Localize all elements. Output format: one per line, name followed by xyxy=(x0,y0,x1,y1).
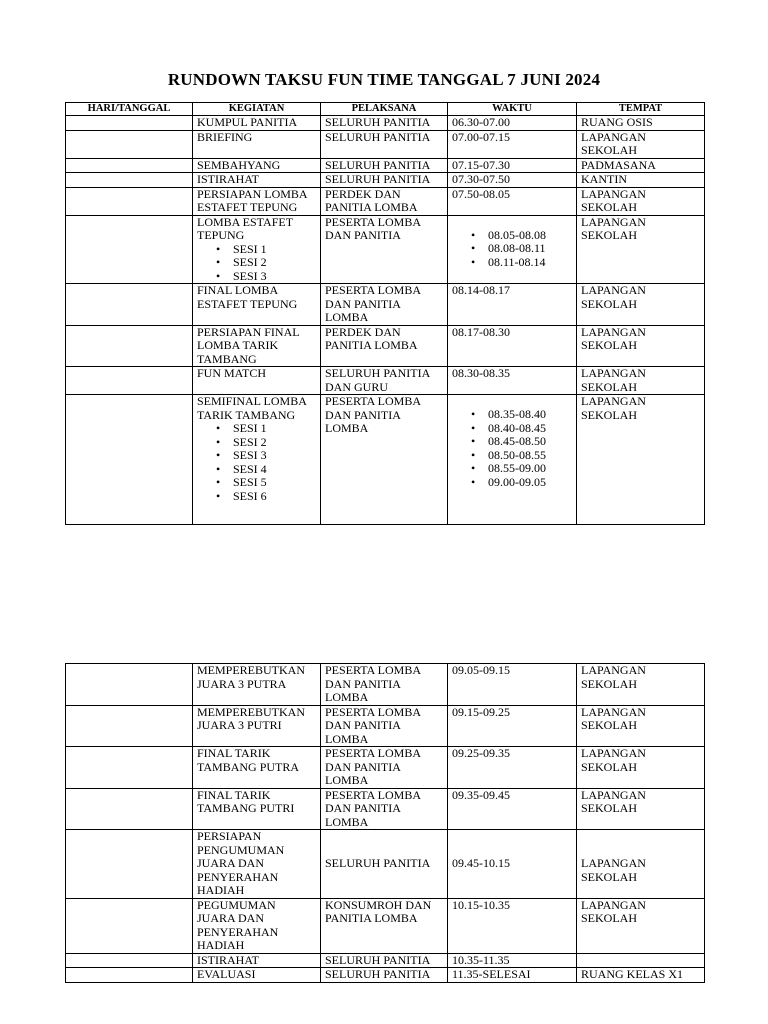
cell-tempat: LAPANGAN SEKOLAH xyxy=(577,664,705,706)
cell-hari xyxy=(66,968,193,983)
table-row xyxy=(66,367,705,395)
cell-tempat: LAPANGAN SEKOLAH xyxy=(577,788,705,830)
cell-hari xyxy=(66,215,193,284)
time-item: • 08.40-08.45 xyxy=(452,422,572,436)
cell-waktu: 08.30-08.35 xyxy=(448,367,577,395)
cell-tempat: RUANG OSIS xyxy=(577,116,705,131)
cell-tempat xyxy=(577,953,705,968)
cell-hari xyxy=(66,284,193,326)
cell-hari xyxy=(66,664,193,706)
header-pelaksana: PELAKSANA xyxy=(321,103,448,116)
cell-waktu: 09.35-09.45 xyxy=(448,788,577,830)
table-row xyxy=(66,898,705,953)
table-row xyxy=(66,215,705,284)
time-item: • 08.55-09.00 xyxy=(452,462,572,476)
cell-waktu: 10.35-11.35 xyxy=(448,953,577,968)
table-row xyxy=(66,953,705,968)
cell-hari xyxy=(66,830,193,899)
header-hari-tanggal: HARI/TANGGAL xyxy=(66,103,193,116)
table-row xyxy=(66,284,705,326)
cell-kegiatan: ISTIRAHAT xyxy=(193,953,321,968)
cell-waktu xyxy=(448,215,577,284)
cell-pelaksana: SELURUH PANITIA xyxy=(321,116,448,131)
cell-tempat: LAPANGAN SEKOLAH xyxy=(577,284,705,326)
time-item: • 08.35-08.40 xyxy=(452,408,572,422)
table-row xyxy=(66,325,705,367)
cell-tempat: LAPANGAN SEKOLAH xyxy=(577,705,705,747)
cell-tempat: LAPANGAN SEKOLAH xyxy=(577,395,705,525)
table-row xyxy=(66,130,705,158)
cell-tempat: LAPANGAN SEKOLAH xyxy=(577,830,705,899)
cell-waktu: 07.00-07.15 xyxy=(448,130,577,158)
cell-kegiatan xyxy=(193,395,321,525)
session-item: • SESI 1 xyxy=(197,243,316,257)
cell-kegiatan: FINAL LOMBA ESTAFET TEPUNG xyxy=(193,284,321,326)
cell-pelaksana: SELURUH PANITIA xyxy=(321,830,448,899)
cell-hari xyxy=(66,747,193,789)
table-row xyxy=(66,747,705,789)
kegiatan-text: SEMIFINAL LOMBA TARIK TAMBANG xyxy=(197,394,307,422)
cell-kegiatan: EVALUASI xyxy=(193,968,321,983)
cell-hari xyxy=(66,395,193,525)
time-item: • 08.50-08.55 xyxy=(452,449,572,463)
time-item: • 09.00-09.05 xyxy=(452,476,572,490)
kegiatan-text: LOMBA ESTAFET TEPUNG xyxy=(197,215,293,242)
rundown-table-page-2 xyxy=(65,663,705,983)
cell-kegiatan: FINAL TARIK TAMBANG PUTRA xyxy=(193,747,321,789)
cell-waktu: 06.30-07.00 xyxy=(448,116,577,131)
cell-tempat: LAPANGAN SEKOLAH xyxy=(577,130,705,158)
table-row xyxy=(66,664,705,706)
cell-hari xyxy=(66,367,193,395)
session-item: • SESI 3 xyxy=(197,270,316,284)
cell-pelaksana: SELURUH PANITIA xyxy=(321,130,448,158)
cell-pelaksana: PERDEK DAN PANITIA LOMBA xyxy=(321,187,448,215)
cell-waktu: 08.17-08.30 xyxy=(448,325,577,367)
table-row xyxy=(66,173,705,188)
cell-pelaksana: PESERTA LOMBA DAN PANITIA LOMBA xyxy=(321,395,448,525)
table-row xyxy=(66,830,705,899)
cell-pelaksana: SELURUH PANITIA DAN GURU xyxy=(321,367,448,395)
time-item: • 08.45-08.50 xyxy=(452,435,572,449)
cell-hari xyxy=(66,158,193,173)
cell-hari xyxy=(66,187,193,215)
cell-hari xyxy=(66,173,193,188)
cell-pelaksana: PESERTA LOMBA DAN PANITIA LOMBA xyxy=(321,705,448,747)
cell-kegiatan: PERSIAPAN LOMBA ESTAFET TEPUNG xyxy=(193,187,321,215)
table-row xyxy=(66,788,705,830)
time-item: • 08.05-08.08 xyxy=(452,229,572,243)
cell-hari xyxy=(66,953,193,968)
cell-pelaksana: SELURUH PANITIA xyxy=(321,173,448,188)
cell-pelaksana: PESERTA LOMBA DAN PANITIA LOMBA xyxy=(321,284,448,326)
session-item: • SESI 4 xyxy=(197,463,316,477)
cell-kegiatan: FINAL TARIK TAMBANG PUTRI xyxy=(193,788,321,830)
header-tempat: TEMPAT xyxy=(577,103,705,116)
cell-waktu: 07.30-07.50 xyxy=(448,173,577,188)
cell-tempat: LAPANGAN SEKOLAH xyxy=(577,367,705,395)
table-row xyxy=(66,705,705,747)
cell-pelaksana: PESERTA LOMBA DAN PANITIA LOMBA xyxy=(321,664,448,706)
cell-kegiatan: BRIEFING xyxy=(193,130,321,158)
cell-waktu: 11.35-SELESAI xyxy=(448,968,577,983)
session-item: • SESI 5 xyxy=(197,476,316,490)
cell-tempat: KANTIN xyxy=(577,173,705,188)
cell-kegiatan: FUN MATCH xyxy=(193,367,321,395)
cell-tempat: LAPANGAN SEKOLAH xyxy=(577,215,705,284)
waktu-text xyxy=(452,216,572,229)
cell-hari xyxy=(66,705,193,747)
time-item: • 08.08-08.11 xyxy=(452,242,572,256)
time-item: • 08.11-08.14 xyxy=(452,256,572,270)
cell-tempat: PADMASANA xyxy=(577,158,705,173)
document-title: RUNDOWN TAKSU FUN TIME TANGGAL 7 JUNI 2024 xyxy=(167,70,601,89)
cell-kegiatan: MEMPEREBUTKAN JUARA 3 PUTRI xyxy=(193,705,321,747)
cell-kegiatan: KUMPUL PANITIA xyxy=(193,116,321,131)
table-row xyxy=(66,395,705,525)
cell-hari xyxy=(66,325,193,367)
cell-pelaksana: KONSUMROH DAN PANITIA LOMBA xyxy=(321,898,448,953)
cell-waktu: 09.15-09.25 xyxy=(448,705,577,747)
session-item: • SESI 6 xyxy=(197,490,316,504)
cell-waktu: 10.15-10.35 xyxy=(448,898,577,953)
cell-tempat: LAPANGAN SEKOLAH xyxy=(577,747,705,789)
cell-kegiatan: ISTIRAHAT xyxy=(193,173,321,188)
table-row xyxy=(66,116,705,131)
table-row xyxy=(66,187,705,215)
cell-hari xyxy=(66,788,193,830)
session-list xyxy=(197,243,316,284)
cell-hari xyxy=(66,898,193,953)
cell-waktu: 08.14-08.17 xyxy=(448,284,577,326)
session-item: • SESI 1 xyxy=(197,422,316,436)
cell-tempat: LAPANGAN SEKOLAH xyxy=(577,898,705,953)
cell-tempat: LAPANGAN SEKOLAH xyxy=(577,187,705,215)
table-row xyxy=(66,968,705,983)
header-waktu: WAKTU xyxy=(448,103,577,116)
session-list xyxy=(197,422,316,503)
table-row xyxy=(66,158,705,173)
cell-kegiatan: PEGUMUMAN JUARA DAN PENYERAHAN HADIAH xyxy=(193,898,321,953)
time-list xyxy=(452,229,572,270)
session-item: • SESI 3 xyxy=(197,449,316,463)
cell-waktu: 07.15-07.30 xyxy=(448,158,577,173)
cell-waktu: 09.05-09.15 xyxy=(448,664,577,706)
cell-waktu: 09.25-09.35 xyxy=(448,747,577,789)
session-item: • SESI 2 xyxy=(197,256,316,270)
cell-kegiatan: PERSIAPAN FINAL LOMBA TARIK TAMBANG xyxy=(193,325,321,367)
cell-pelaksana: PERDEK DAN PANITIA LOMBA xyxy=(321,325,448,367)
cell-pelaksana: PESERTA LOMBA DAN PANITIA LOMBA xyxy=(321,788,448,830)
cell-pelaksana: PESERTA LOMBA DAN PANITIA xyxy=(321,215,448,284)
cell-kegiatan xyxy=(193,215,321,284)
cell-tempat: LAPANGAN SEKOLAH xyxy=(577,325,705,367)
cell-waktu: 09.45-10.15 xyxy=(448,830,577,899)
header-kegiatan: KEGIATAN xyxy=(193,103,321,116)
cell-waktu: 07.50-08.05 xyxy=(448,187,577,215)
cell-kegiatan: PERSIAPAN PENGUMUMAN JUARA DAN PENYERAHAN HADIAH xyxy=(193,830,321,899)
cell-pelaksana: SELURUH PANITIA xyxy=(321,968,448,983)
time-list xyxy=(452,408,572,489)
cell-tempat: RUANG KELAS X1 xyxy=(577,968,705,983)
cell-kegiatan: SEMBAHYANG xyxy=(193,158,321,173)
cell-pelaksana: SELURUH PANITIA xyxy=(321,953,448,968)
cell-kegiatan: MEMPEREBUTKAN JUARA 3 PUTRA xyxy=(193,664,321,706)
cell-hari xyxy=(66,130,193,158)
cell-hari xyxy=(66,116,193,131)
cell-pelaksana: SELURUH PANITIA xyxy=(321,158,448,173)
cell-pelaksana: PESERTA LOMBA DAN PANITIA LOMBA xyxy=(321,747,448,789)
rundown-table-page-1 xyxy=(65,102,705,525)
cell-waktu xyxy=(448,395,577,525)
session-item: • SESI 2 xyxy=(197,436,316,450)
